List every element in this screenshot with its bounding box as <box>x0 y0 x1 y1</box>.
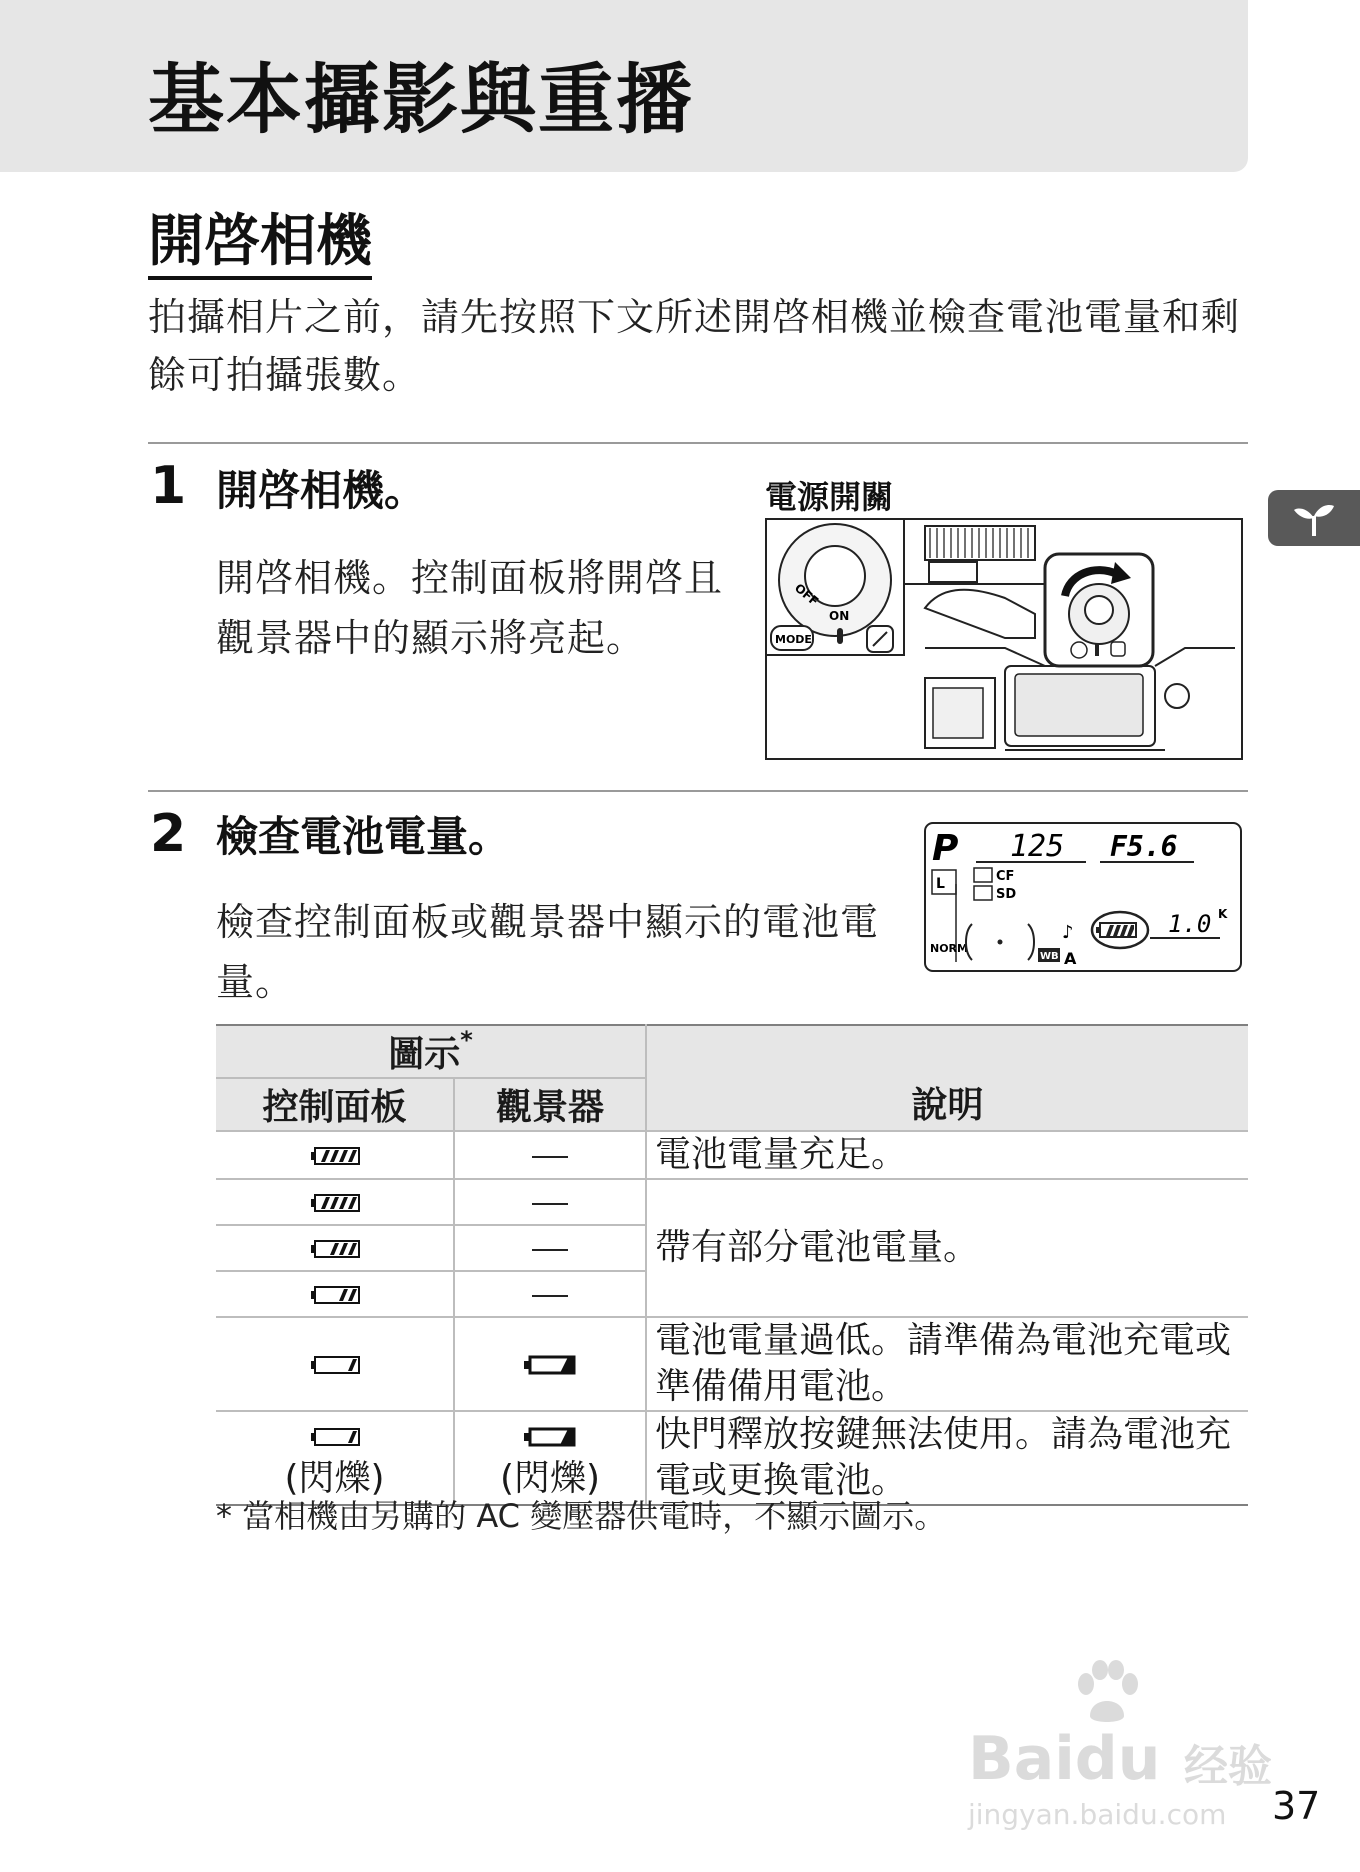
battery-level-table <box>216 1024 1248 1506</box>
page-number: 37 <box>1272 1784 1321 1828</box>
baidu-watermark <box>960 1660 1280 1830</box>
section-title: 開啓相機 <box>148 214 372 280</box>
divider <box>148 790 1248 792</box>
watermark-brand-cn: 经验 <box>1184 1741 1272 1792</box>
table-cell-description: 電池電量過低。請準備為電池充電或準備備用電池。 <box>646 1317 1248 1411</box>
battery-icon <box>1096 923 1136 937</box>
dial-on-label: ON <box>829 609 850 623</box>
table-cell-description: 帶有部分電池電量。 <box>646 1179 1248 1317</box>
dash <box>532 1156 568 1158</box>
chapter-header <box>0 0 1248 172</box>
battery-icon <box>309 1238 361 1260</box>
section-intro: 拍攝相片之前，請先按照下文所述開啓相機並檢查電池電量和剩餘可拍攝張數。 <box>148 295 1241 397</box>
step-title: 檢查電池電量。 <box>216 812 511 861</box>
watermark-url: jingyan.baidu.com <box>968 1798 1227 1831</box>
battery-icon <box>309 1354 361 1376</box>
battery-icon <box>309 1145 361 1167</box>
lcd-wb-mode: A <box>1064 949 1077 968</box>
lcd-image-size: L <box>936 876 945 892</box>
viewfinder-battery-icon <box>524 1354 576 1376</box>
footnote: * 當相機由另購的 AC 變壓器供電時，不顯示圖示。 <box>216 1497 947 1535</box>
camera-power-switch-illustration <box>765 518 1243 760</box>
control-panel-lcd-illustration <box>924 822 1242 972</box>
table-row <box>216 1317 1248 1411</box>
lcd-remaining: 1.0 <box>1168 910 1212 938</box>
table-cell-description: 電池電量充足。 <box>646 1131 1248 1179</box>
battery-icon <box>309 1284 361 1306</box>
dash <box>532 1249 568 1251</box>
step-text: 檢查控制面板或觀景器中顯示的電池電量。 <box>216 900 880 1004</box>
table-header-icon: 圖示* <box>216 1025 646 1078</box>
figure-label: 電源開關 <box>765 478 894 516</box>
lcd-card-cf: CF <box>996 869 1015 884</box>
chapter-tab <box>1268 490 1360 546</box>
power-switch-zoom <box>1045 554 1153 666</box>
chapter-title: 基本攝影與重播 <box>148 55 694 144</box>
paw-icon <box>1072 1660 1142 1724</box>
step-number: 1 <box>150 456 187 516</box>
lcd-mode: P <box>932 828 959 869</box>
sprout-icon <box>1288 498 1340 538</box>
lcd-quality: NORM <box>930 942 968 955</box>
lcd-shutter: 125 <box>1010 829 1065 864</box>
step-title: 開啓相機。 <box>216 466 427 515</box>
table-row <box>216 1411 1248 1505</box>
viewfinder-battery-icon <box>524 1426 576 1448</box>
power-dial-detail <box>766 519 904 655</box>
blink-note: (閃爍) <box>284 1457 385 1499</box>
table-header-control-panel: 控制面板 <box>216 1078 454 1131</box>
lcd-aperture: F5.6 <box>1110 830 1178 863</box>
dash <box>532 1295 568 1297</box>
step-number: 2 <box>150 804 187 864</box>
lcd-card-sd: SD <box>996 887 1017 902</box>
battery-icon <box>309 1426 361 1448</box>
table-header-viewfinder: 觀景器 <box>454 1078 646 1131</box>
watermark-brand: Baidu <box>968 1724 1161 1794</box>
step-text: 開啓相機。控制面板將開啓且觀景器中的顯示將亮起。 <box>216 556 724 660</box>
divider <box>148 442 1248 444</box>
battery-icon <box>309 1192 361 1214</box>
dash <box>532 1203 568 1205</box>
lcd-wb: WB <box>1040 951 1059 962</box>
table-header-description: 說明 <box>646 1025 1248 1131</box>
blink-note: (閃爍) <box>499 1457 601 1499</box>
mode-button-label: MODE <box>775 633 812 646</box>
table-cell-description: 快門釋放按鍵無法使用。請為電池充電或更換電池。 <box>646 1411 1248 1505</box>
svg-text:♪: ♪ <box>1062 922 1074 943</box>
table-row <box>216 1131 1248 1179</box>
table-row <box>216 1179 1248 1225</box>
dial-off-label: OFF <box>791 580 822 609</box>
lcd-remaining-unit: K <box>1218 907 1228 921</box>
